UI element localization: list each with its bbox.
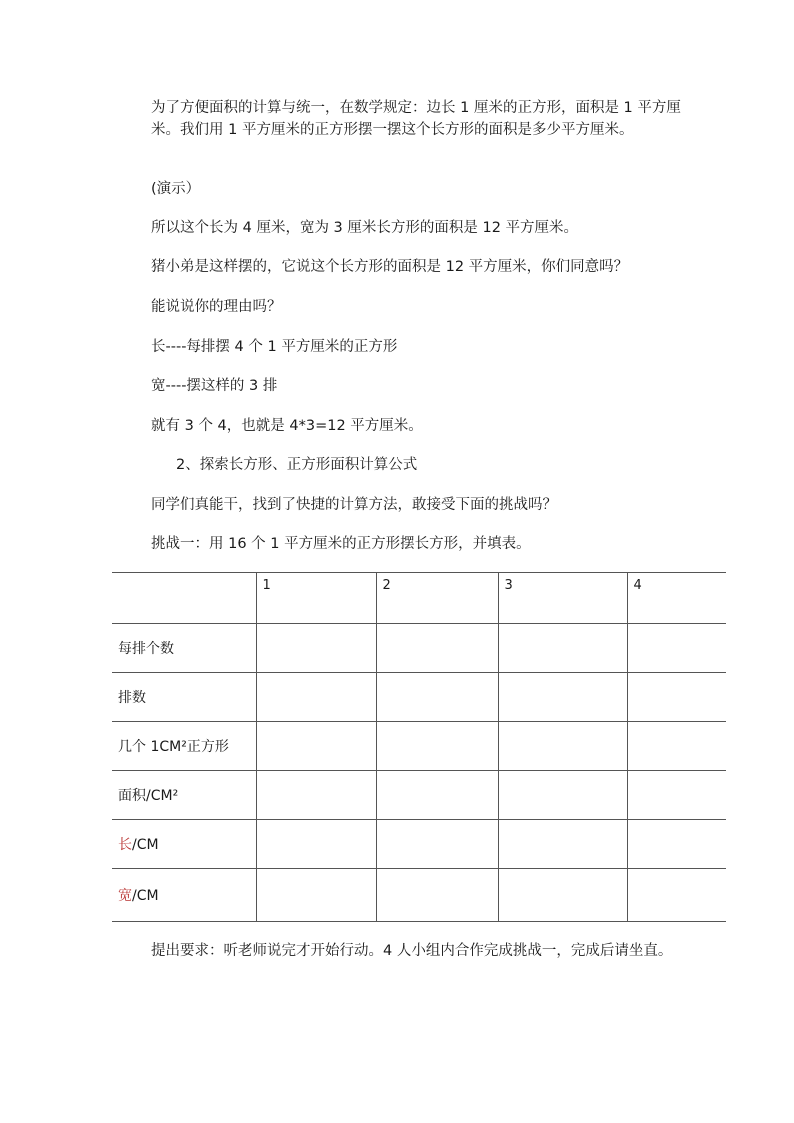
table-row <box>112 869 726 922</box>
table-cell[interactable] <box>256 869 376 922</box>
table-cell[interactable] <box>498 869 627 922</box>
table-cell[interactable] <box>627 869 726 922</box>
table-row <box>112 624 726 673</box>
row-label-width <box>112 869 256 922</box>
table-cell[interactable] <box>498 820 627 869</box>
table-cell[interactable] <box>627 771 726 820</box>
table-cell[interactable] <box>627 673 726 722</box>
paragraph-pig-question: 猪小弟是这样摆的，它说这个长方形的面积是 12 平方厘米，你们同意吗？ <box>151 259 629 275</box>
row-label-char: 宽 <box>118 888 132 904</box>
table-cell[interactable] <box>256 624 376 673</box>
paragraph-reason-question: 能说说你的理由吗？ <box>151 299 282 315</box>
table-cell[interactable] <box>498 771 627 820</box>
table-row <box>112 771 726 820</box>
table-header-cell: 3 <box>498 573 627 624</box>
table-cell[interactable] <box>498 624 627 673</box>
table-cell[interactable] <box>627 722 726 771</box>
paragraph-requirements: 提出要求：听老师说完才开始行动。4 人小组内合作完成挑战一，完成后请坐直。 <box>151 943 673 959</box>
table-header-cell: 1 <box>256 573 376 624</box>
row-label-unit: /CM <box>132 837 159 853</box>
row-label-char: 长 <box>118 837 132 853</box>
paragraph-challenge: 挑战一：用 16 个 1 平方厘米的正方形摆长方形，并填表。 <box>151 536 531 552</box>
table-header-cell: 4 <box>627 573 726 624</box>
row-label: 排数 <box>112 673 256 722</box>
row-label: 几个 1CM²正方形 <box>112 722 256 771</box>
table-header-cell <box>112 573 256 624</box>
paragraph-length: 长----每排摆 4 个 1 平方厘米的正方形 <box>151 339 398 355</box>
paragraph-result: 就有 3 个 4，也就是 4*3=12 平方厘米。 <box>151 418 423 434</box>
table-cell[interactable] <box>376 673 498 722</box>
row-label-length <box>112 820 256 869</box>
table-cell[interactable] <box>376 624 498 673</box>
table-cell[interactable] <box>376 771 498 820</box>
table-cell[interactable] <box>256 820 376 869</box>
row-label-unit: /CM <box>132 888 159 904</box>
table-cell[interactable] <box>627 624 726 673</box>
table-cell[interactable] <box>376 869 498 922</box>
table-cell[interactable] <box>498 673 627 722</box>
row-label: 面积/CM² <box>112 771 256 820</box>
table-cell[interactable] <box>256 673 376 722</box>
paragraph-conclusion: 所以这个长为 4 厘米，宽为 3 厘米长方形的面积是 12 平方厘米。 <box>151 220 579 236</box>
table-cell[interactable] <box>256 722 376 771</box>
section-heading: 2、探索长方形、正方形面积计算公式 <box>176 457 418 473</box>
paragraph-width: 宽----摆这样的 3 排 <box>151 378 278 394</box>
table-cell[interactable] <box>376 722 498 771</box>
table-header-cell: 2 <box>376 573 498 624</box>
table-header-row <box>112 573 726 624</box>
paragraph-praise: 同学们真能干，找到了快捷的计算方法，敢接受下面的挑战吗？ <box>151 497 557 513</box>
table-cell[interactable] <box>498 722 627 771</box>
paragraph-intro: 为了方便面积的计算与统一，在数学规定：边长 1 厘米的正方形，面积是 1 平方厘米。我们用 1 平方厘米的正方形摆一摆这个长方形的面积是多少平方厘米。 <box>151 100 681 138</box>
table-row <box>112 673 726 722</box>
table-row <box>112 820 726 869</box>
table-cell[interactable] <box>256 771 376 820</box>
table-cell[interactable] <box>376 820 498 869</box>
table-cell[interactable] <box>627 820 726 869</box>
table-row <box>112 722 726 771</box>
challenge-table <box>112 572 726 922</box>
paragraph-demo: (演示） <box>151 181 201 197</box>
row-label: 每排个数 <box>112 624 256 673</box>
